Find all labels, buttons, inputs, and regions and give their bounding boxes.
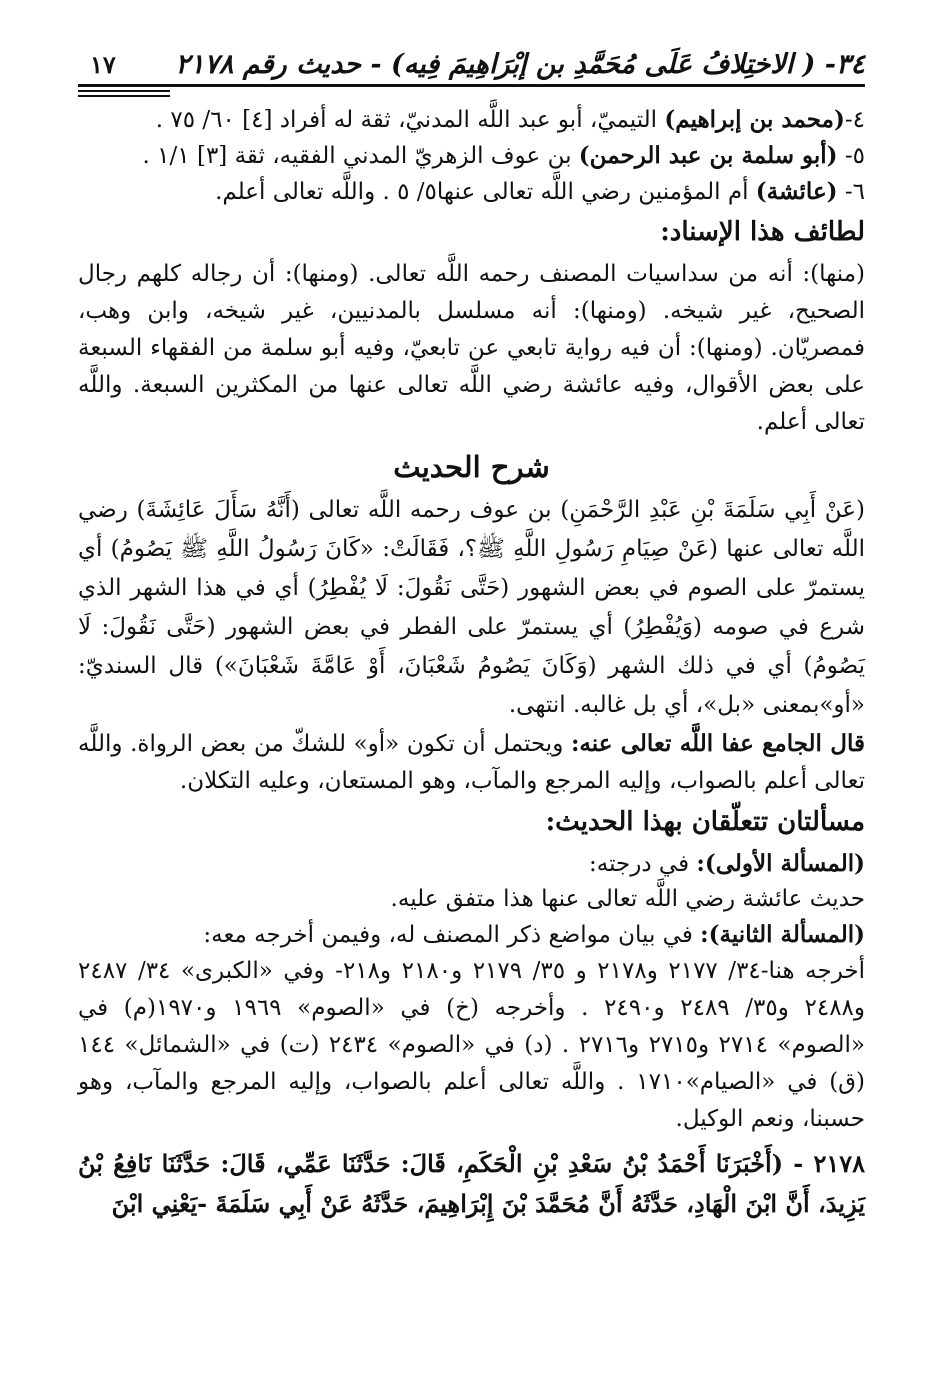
narrator-line	[78, 174, 865, 210]
first-issue-label: (المسألة الأولى):	[696, 850, 865, 877]
header-rule	[78, 84, 865, 98]
first-issue-text: في درجته:	[589, 851, 697, 877]
running-title: ٣٤- ( الاختِلافُ عَلَى مُحَمَّدِ بن إبْرَاهِيمَ فِيه) - حديث رقم ٢١٧٨	[175, 49, 865, 80]
first-issue-line	[78, 846, 865, 882]
narrator-number: ٦-	[837, 179, 865, 205]
jami-label: قال الجامع عفا اللَّه تعالى عنه:	[570, 730, 865, 757]
narrator-details: بن عوف الزهريّ المدني الفقيه، ثقة [٣] ١/١ .	[142, 143, 579, 169]
jami-text: ويحتمل أن تكون «أو» للشكّ من بعض الرواة. واللَّه تعالى أعلم بالصواب، وإليه المرجع والمآب، وهو المستعان، وعليه التكلان.	[78, 731, 865, 794]
narrator-line	[78, 138, 865, 174]
narrator-details: أم المؤمنين رضي اللَّه تعالى عنها٥/ ٥ . واللَّه تعالى أعلم.	[215, 179, 756, 205]
narrator-details: التيميّ، أبو عبد اللَّه المدنيّ، ثقة له أفراد [٤] ٦٠/ ٧٥ .	[155, 107, 665, 133]
lataif-paragraph: (منها): أنه من سداسيات المصنف رحمه اللَّه تعالى. (ومنها): أن رجاله كلهم رجال الصحيح، غير شيخه. (ومنها): أنه مسلسل بالمدنيين، غير شيخه، وابن وهب، فمصريّان. (ومنها): أن فيه رواية تابعي عن تابعيّ، وفيه أبو سلمة من الفقهاء السبعة على بعض الأقوال، وفيه عائشة رضي اللَّه تعالى عنها من المكثرين السبعة. واللَّه تعالى أعلم.	[78, 261, 865, 435]
narrator-number: ٥-	[837, 143, 865, 169]
narrator-line	[78, 102, 865, 138]
second-issue-line	[78, 917, 865, 953]
narrator-name: (عائشة)	[755, 178, 838, 205]
sharh-paragraph: (عَنْ أَبِي سَلَمَةَ بْنِ عَبْدِ الرَّحْمَنِ) بن عوف رحمه اللَّه تعالى (أَنَّهُ سَأَلَ عَائِشَةَ) رضي اللَّه تعالى عنها (عَنْ صِيَامِ رَسُولِ اللَّهِ ﷺ؟، فَقَالَتْ: «كَانَ رَسُولُ اللَّهِ ﷺ يَصُومُ) أي يستمرّ على الصوم في بعض الشهور (حَتَّى نَقُولَ: لَا يُفْطِرُ) أي في هذا الشهر الذي شرع في صومه (وَيُفْطِرُ) أي يستمرّ على الفطر في بعض الشهور (حَتَّى نَقُولَ: لَا يَصُومُ) أي في ذلك الشهر (وَكَانَ يَصُومُ شَعْبَانَ، أَوْ عَامَّةَ شَعْبَانَ») قال السنديّ: «أو»بمعنى «بل»، أي بل غالبه. انتهى.	[78, 497, 865, 718]
second-issue-text: في بيان مواضع ذكر المصنف له، وفيمن أخرجه معه:	[203, 922, 701, 948]
sharh-title: شرح الحديث	[393, 450, 550, 484]
narrator-name: (أبو سلمة بن عبد الرحمن)	[578, 142, 838, 169]
second-issue-body: أخرجه هنا-٣٤/ ٢١٧٧ و٢١٧٨ و ٣٥/ ٢١٧٩ و٢١٨٠ و٢١٨- وفي «الكبرى» ٣٤/ ٢٤٨٧ و٢٤٨٨ و٣٥/ ٢٤٨٩ و٢٤٩٠ . وأخرجه (خ) في «الصوم» ١٩٦٩ و١٩٧٠(م) في «الصوم» ٢٧١٤ و٢٧١٥ و٢٧١٦ . (د) في «الصوم» ٢٤٣٤ (ت) في «الشمائل» ١٤٤ (ق) في «الصيام»١٧١٠ . واللَّه تعالى أعلم بالصواب، وإليه المرجع والمآب، وهو حسبنا، ونعم الوكيل.	[78, 958, 866, 1132]
masail-heading: مسألتان تتعلّقان بهذا الحديث:	[545, 807, 865, 837]
jami-paragraph	[78, 725, 865, 800]
second-issue-label: (المسألة الثانية):	[700, 921, 865, 948]
narrator-number: ٤-	[844, 107, 865, 133]
lataif-heading: لطائف هذا الإسناد:	[660, 217, 865, 247]
running-header	[78, 50, 865, 80]
header-double-rule	[78, 90, 170, 97]
page-number: ١٧	[90, 50, 116, 79]
header-rule-line	[78, 84, 865, 87]
hadith-isnad: ٢١٧٨ - (أَخْبَرَنَا أَحْمَدُ بْنُ سَعْدِ بْنِ الْحَكَمِ، قَالَ: حَدَّثَنَا عَمِّي، قَالَ: حَدَّثَنَا نَافِعُ بْنُ يَزِيدَ، أَنَّ ابْنَ الْهَادِ، حَدَّثَهُ أَنَّ مُحَمَّدَ بْنَ إِبْرَاهِيمَ، حَدَّثَهُ عَنْ أَبِي سَلَمَةَ -يَعْنِي ابْنَ	[78, 1149, 865, 1218]
narrator-name: (محمد بن إبراهيم)	[664, 106, 845, 133]
first-issue-body: حديث عائشة رضي اللَّه تعالى عنها هذا متفق عليه.	[390, 886, 865, 912]
